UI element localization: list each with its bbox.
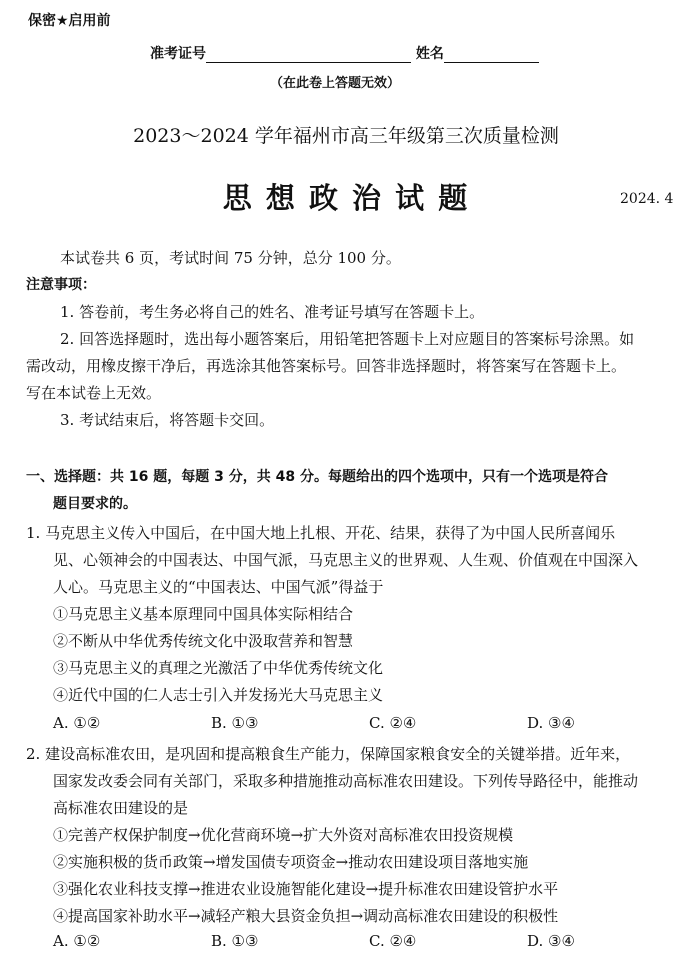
q2-option-c[interactable]: C. ②④ (369, 932, 417, 950)
name-label: 姓名 (415, 46, 444, 62)
exam-id-field (150, 43, 539, 63)
q2-statement-2: ②实施积极的货币政策→增发国债专项资金→推动农田建设项目落地实施 (53, 853, 529, 871)
confidential-label: 保密★启用前 (28, 13, 111, 29)
q1-statement-4: ④近代中国的仁人志士引入并发扬光大马克思主义 (53, 686, 384, 704)
q1-stem-line-2: 见、心领神会的中国表达、中国气派，马克思主义的世界观、人生观、价值观在中国深入 (53, 551, 639, 569)
notice-item-3: 3. 考试结束后，将答题卡交回。 (60, 411, 275, 429)
section-1-heading-cont: 题目要求的。 (53, 496, 137, 512)
section-1-heading: 一、选择题：共 16 题，每题 3 分，共 48 分。每题给出的四个选项中，只有一个选项是符合 (26, 469, 608, 485)
q1-statement-1: ①马克思主义基本原理同中国具体实际相结合 (53, 605, 354, 623)
notice-item-1: 1. 答卷前，考生务必将自己的姓名、准考证号填写在答题卡上。 (60, 303, 485, 321)
exam-id-label: 准考证号 (150, 46, 206, 62)
q1-option-b[interactable]: B. ①③ (211, 714, 259, 732)
q2-statement-4: ④提高国家补助水平→减轻产粮大县资金负担→调动高标准农田建设的积极性 (53, 907, 559, 925)
exam-date: 2024. 4 (620, 191, 674, 207)
q1-stem-line-1: 1. 马克思主义传入中国后，在中国大地上扎根、开花、结果，获得了为中国人民所喜闻乐 (26, 524, 616, 542)
notice-item-2-line-3: 写在本试卷上无效。 (26, 384, 162, 402)
q2-option-a[interactable]: A. ①② (53, 932, 101, 950)
intro-text: 本试卷共 6 页，考试时间 75 分钟，总分 100 分。 (60, 249, 401, 267)
q1-stem-line-3: 人心。马克思主义的“中国表达、中国气派”得益于 (53, 578, 384, 596)
q1-option-d[interactable]: D. ③④ (527, 714, 575, 732)
notice-item-2-line-1: 2. 回答选择题时，选出每小题答案后，用铅笔把答题卡上对应题目的答案标号涂黑。如 (60, 330, 635, 348)
notice-item-2-line-2: 需改动，用橡皮擦干净后，再选涂其他答案标号。回答非选择题时，将答案写在答题卡上。 (26, 357, 627, 375)
q1-statement-3: ③马克思主义的真理之光激活了中华优秀传统文化 (53, 659, 384, 677)
invalid-note: （在此卷上答题无效） (270, 76, 401, 91)
q2-stem-line-1: 2. 建设高标准农田，是巩固和提高粮食生产能力，保障国家粮食安全的关键举措。近年来， (26, 745, 631, 763)
q2-stem-line-2: 国家发改委会同有关部门，采取多种措施推动高标准农田建设。下列传导路径中，能推动 (53, 772, 639, 790)
q1-option-a[interactable]: A. ①② (53, 714, 101, 732)
exam-id-blank (206, 62, 411, 63)
q2-statement-1: ①完善产权保护制度→优化营商环境→扩大外资对高标准农田投资规模 (53, 826, 514, 844)
subject-title: 思 想 政 治 试 题 (222, 181, 470, 215)
q2-stem-line-3: 高标准农田建设的是 (53, 799, 189, 817)
exam-title: 2023～2024 学年福州市高三年级第三次质量检测 (133, 125, 559, 147)
notice-heading: 注意事项： (26, 277, 96, 293)
q1-statement-2: ②不断从中华优秀传统文化中汲取营养和智慧 (53, 632, 354, 650)
q2-option-b[interactable]: B. ①③ (211, 932, 259, 950)
q2-option-d[interactable]: D. ③④ (527, 932, 575, 950)
q1-option-c[interactable]: C. ②④ (369, 714, 417, 732)
name-blank (444, 62, 539, 63)
q2-statement-3: ③强化农业科技支撑→推进农业设施智能化建设→提升标准农田建设管护水平 (53, 880, 559, 898)
